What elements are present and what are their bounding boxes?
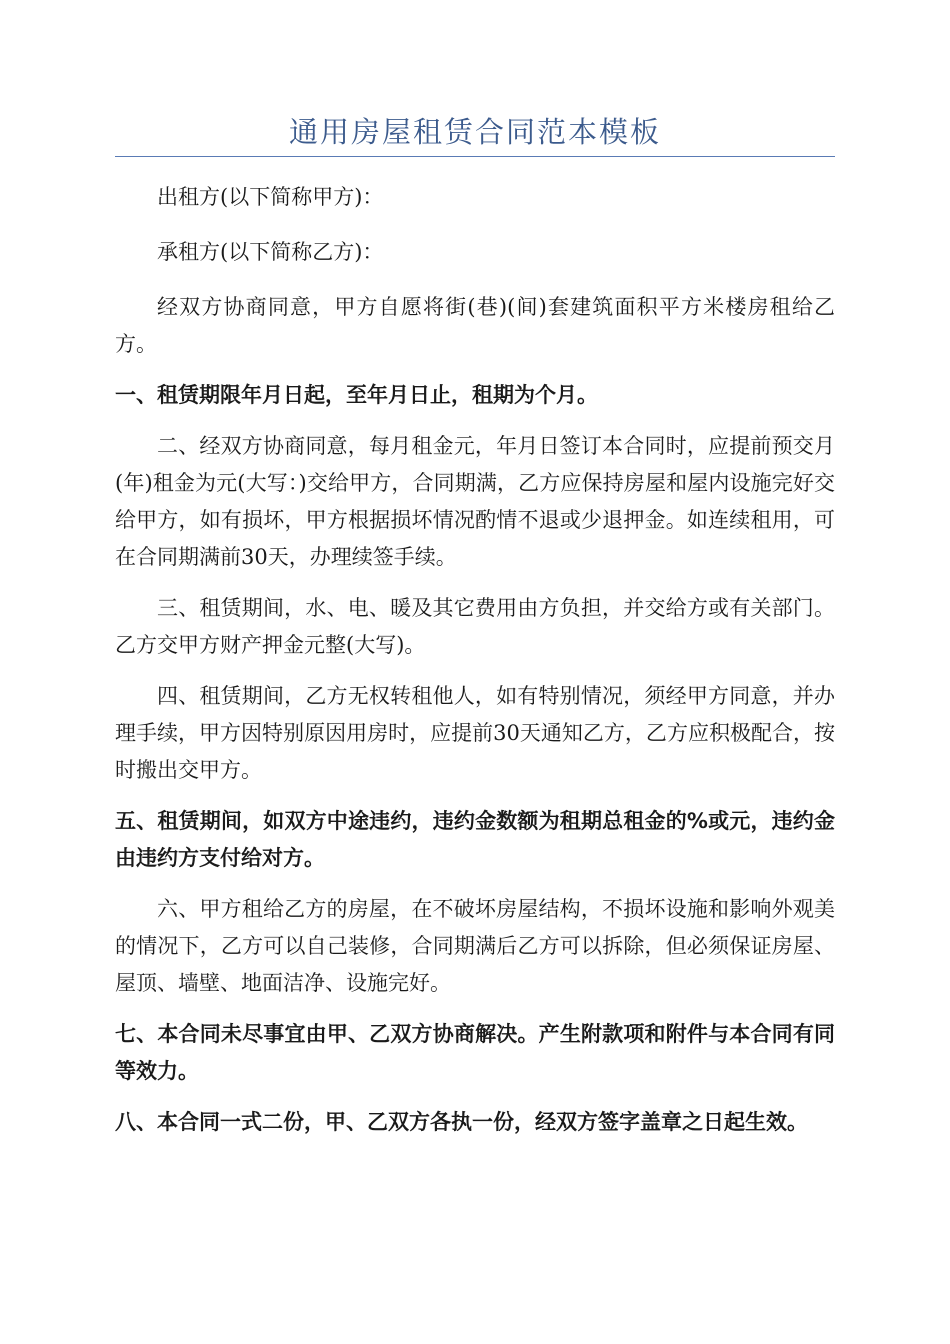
lessee-line: 承租方(以下简称乙方)：: [157, 240, 384, 264]
clause-6: 六、甲方租给乙方的房屋，在不破坏房屋结构，不损坏设施和影响外观美的情况下，乙方可以自己装修，合同期满后乙方可以拆除，但必须保证房屋、屋顶、墙壁、地面洁净、设施完好。: [115, 897, 835, 995]
intro-paragraph: 经双方协商同意，甲方自愿将街(巷)(间)套建筑面积平方米楼房租给乙方。: [115, 295, 835, 356]
clause-7: 七、本合同未尽事宜由甲、乙双方协商解决。产生附款项和附件与本合同有同等效力。: [115, 1022, 835, 1083]
lessor-line: 出租方(以下简称甲方)：: [157, 185, 384, 209]
clause-8: 八、本合同一式二份，甲、乙双方各执一份，经双方签字盖章之日起生效。: [115, 1110, 808, 1134]
clause-5: 五、租赁期间，如双方中途违约，违约金数额为租期总租金的%或元，违约金由违约方支付给对方。: [115, 809, 835, 870]
clause-3: 三、租赁期间，水、电、暖及其它费用由方负担，并交给方或有关部门。乙方交甲方财产押金元整(大写)。: [115, 596, 835, 657]
clause-2: 二、经双方协商同意，每月租金元，年月日签订本合同时，应提前预交月(年)租金为元(大写：)交给甲方，合同期满，乙方应保持房屋和屋内设施完好交给甲方，如有损坏，甲方根据损坏情况酌情不退或少退押金。如连续租用，可在合同期满前30天，办理续签手续。: [115, 434, 835, 569]
clause-4: 四、租赁期间，乙方无权转租他人，如有特别情况，须经甲方同意，并办理手续，甲方因特别原因用房时，应提前30天通知乙方，乙方应积极配合，按时搬出交甲方。: [115, 684, 835, 782]
clause-1: 一、租赁期限年月日起，至年月日止，租期为个月。: [115, 383, 598, 407]
document-title: 通用房屋租赁合同范本模板: [115, 112, 835, 157]
document-page: [115, 112, 835, 1155]
